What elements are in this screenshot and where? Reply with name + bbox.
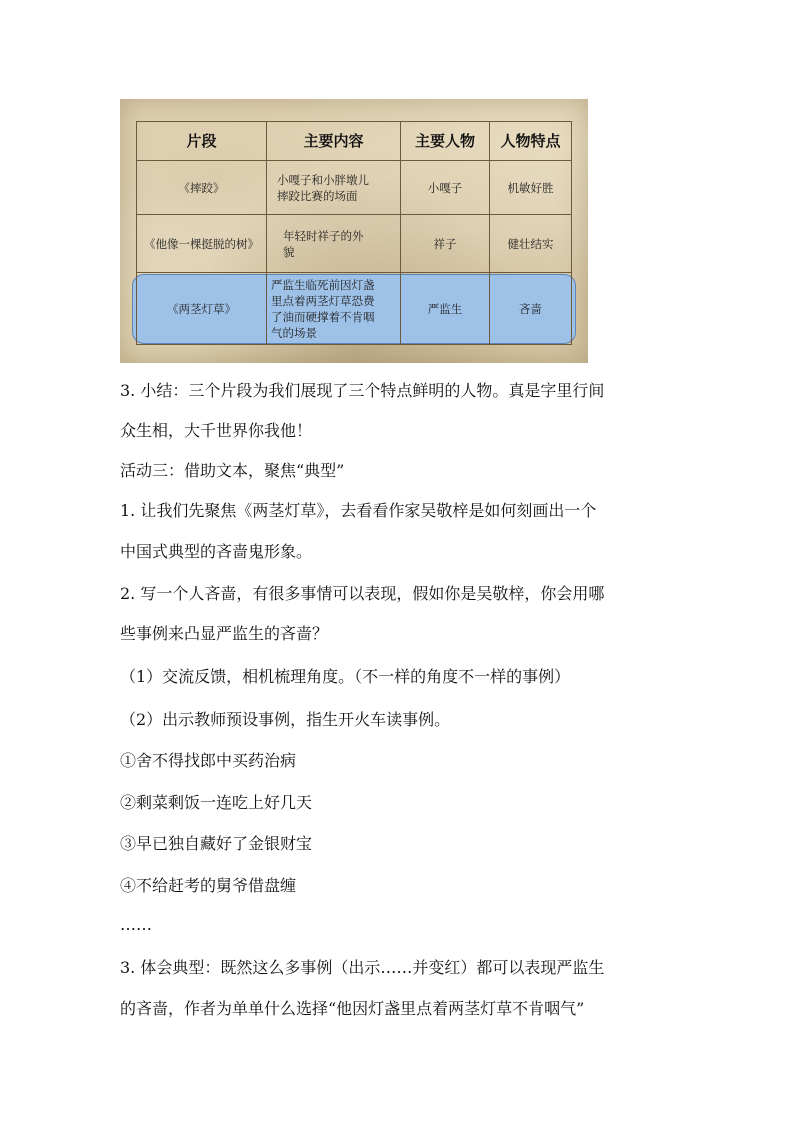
summary-table-body [136, 121, 572, 345]
list-item: ②剩菜剩饭一连吃上好几天 [120, 793, 313, 812]
table-header-cell: 人物特点 [490, 121, 572, 161]
cell-line: 了油而硬撑着不肯咽 [271, 309, 375, 324]
list-item: ③早已独自藏好了金银财宝 [120, 834, 313, 853]
table-cell: 小嘎子 [401, 161, 490, 215]
paragraph-line: （2）出示教师预设事例，指生开火车读事例。 [120, 710, 451, 729]
table-cell: 吝啬 [490, 273, 572, 345]
table-header-cell: 片段 [136, 121, 267, 161]
table-cell: 健壮结实 [490, 215, 572, 273]
paragraph-line: 1. 让我们先聚焦《两茎灯草》，去看看作家吴敬梓是如何刻画出一个 [120, 501, 597, 520]
cell-line: 小嘎子和小胖墩儿 [277, 172, 369, 187]
table-cell: 机敏好胜 [490, 161, 572, 215]
paragraph-line: 些事例来凸显严监生的吝啬？ [120, 624, 329, 643]
paragraph-line: 3. 小结：三个片段为我们展现了三个特点鲜明的人物。真是字里行间 [120, 381, 605, 400]
table-cell [267, 215, 401, 273]
paragraph-line: 3. 体会典型：既然这么多事例（出示……并变红）都可以表现严监生 [120, 958, 605, 977]
cell-line: 严监生临死前因灯盏 [271, 277, 375, 292]
list-item: ①舍不得找郎中买药治病 [120, 751, 297, 770]
paragraph-line: 众生相，大千世界你我他！ [120, 421, 313, 440]
cell-line: 里点着两茎灯草恐费 [271, 293, 375, 308]
table-cell: 《摔跤》 [136, 161, 267, 215]
list-item: ④不给赶考的舅爷借盘缠 [120, 876, 297, 895]
cell-line: 貌 [283, 244, 295, 259]
table-header-cell: 主要人物 [401, 121, 490, 161]
table-cell: 祥子 [401, 215, 490, 273]
table-cell: 严监生 [401, 273, 490, 345]
cell-line: 年轻时祥子的外 [283, 228, 364, 243]
table-cell: 《他像一棵挺脱的树》 [136, 215, 267, 273]
table-cell: 《两茎灯草》 [136, 273, 267, 345]
ellipsis: …… [120, 915, 152, 934]
paragraph-line: 中国式典型的吝啬鬼形象。 [120, 542, 313, 561]
table-header-cell: 主要内容 [267, 121, 401, 161]
table-cell [267, 161, 401, 215]
paragraph-line: 的吝啬，作者为单单什么选择“他因灯盏里点着两茎灯草不肯咽气” [120, 999, 585, 1018]
cell-line: 摔跤比赛的场面 [277, 188, 358, 203]
paragraph-line: 2. 写一个人吝啬，有很多事情可以表现，假如你是吴敬梓，你会用哪 [120, 584, 605, 603]
cell-line: 气的场景 [271, 325, 317, 340]
table-cell [267, 273, 401, 345]
activity-heading: 活动三：借助文本，聚焦“典型” [120, 461, 345, 480]
paragraph-line: （1）交流反馈，相机梳理角度。（不一样的角度不一样的事例） [120, 667, 571, 686]
